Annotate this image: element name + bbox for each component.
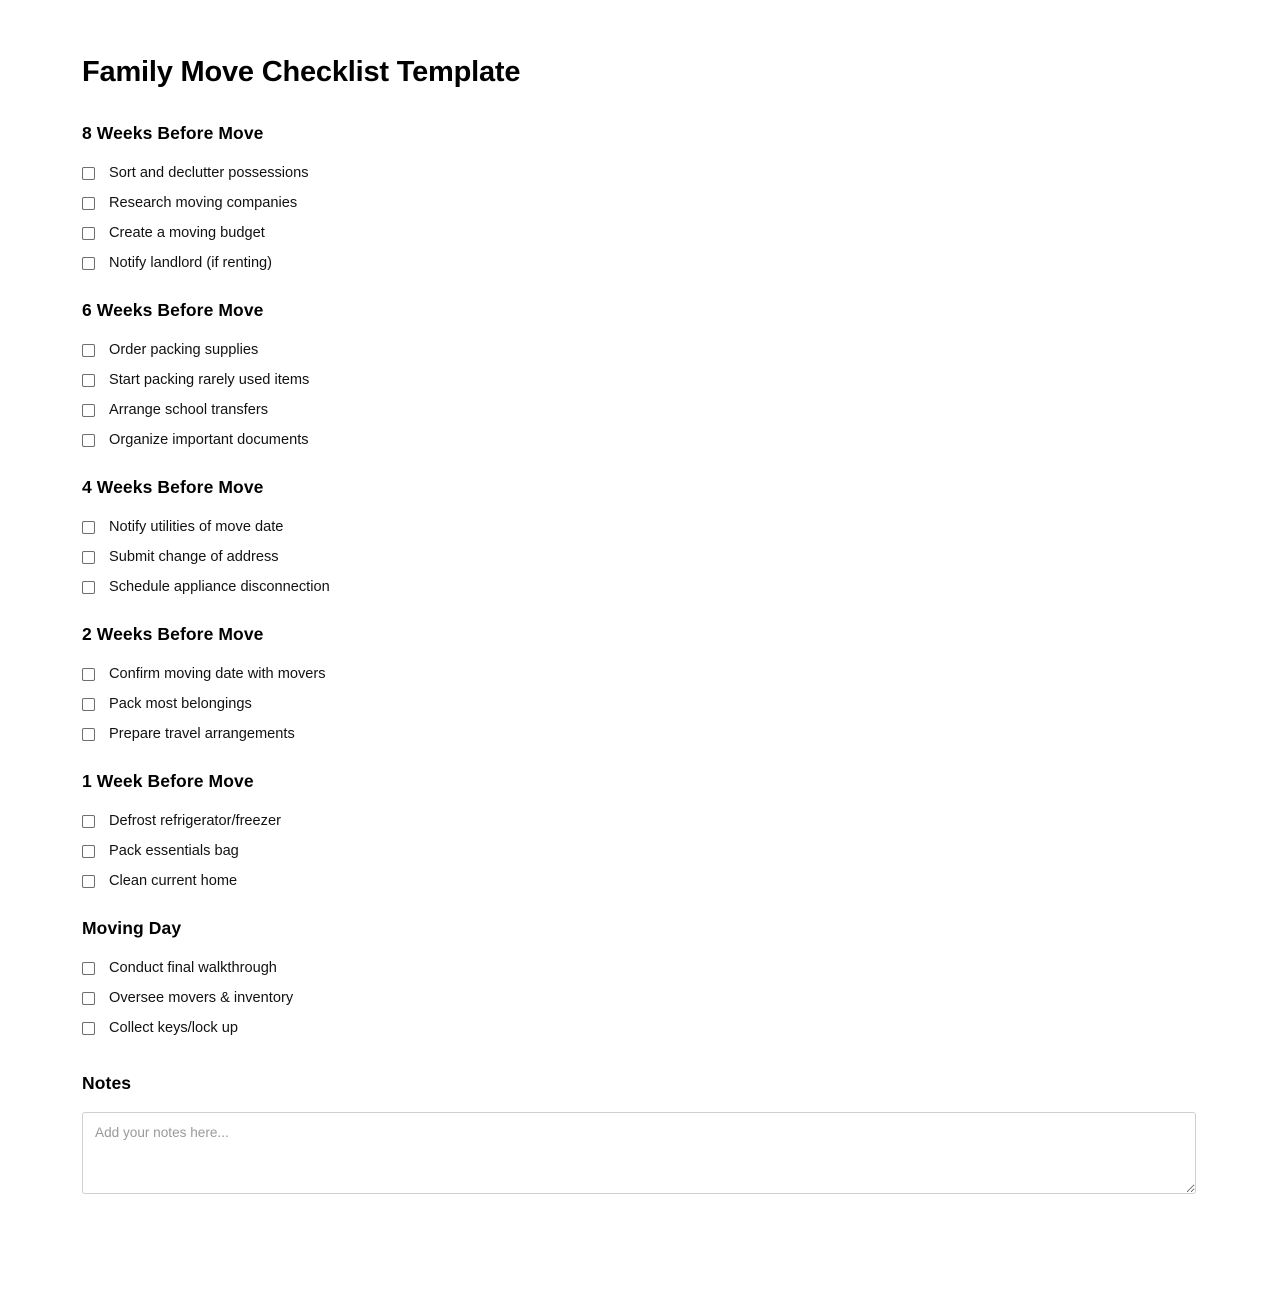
checklist-item-label[interactable]: Conduct final walkthrough (109, 959, 277, 976)
checklist-section (82, 477, 1198, 602)
checkbox-icon[interactable] (82, 197, 95, 210)
checklist-item-label[interactable]: Confirm moving date with movers (109, 665, 326, 682)
checklist-item[interactable] (82, 836, 1198, 866)
checklist-section (82, 300, 1198, 455)
checkbox-icon[interactable] (82, 581, 95, 594)
checklist-item-label[interactable]: Organize important documents (109, 431, 309, 448)
checklist-item-label[interactable]: Clean current home (109, 872, 238, 889)
checkbox-icon[interactable] (82, 521, 95, 534)
checklist-item[interactable] (82, 689, 1198, 719)
checkbox-icon[interactable] (82, 434, 95, 447)
checklist-item-label[interactable]: Notify landlord (if renting) (109, 254, 273, 271)
checklist (82, 158, 1198, 278)
checklist-item[interactable] (82, 719, 1198, 749)
checklist-item-label[interactable]: Order packing supplies (109, 341, 259, 358)
checklist-item[interactable] (82, 866, 1198, 896)
checklist-item[interactable] (82, 542, 1198, 572)
section-heading: Moving Day (82, 918, 182, 939)
notes-section (82, 1073, 1198, 1194)
checklist-item-label[interactable]: Defrost refrigerator/freezer (109, 812, 281, 829)
checklist-section (82, 123, 1198, 278)
checklist-item-label[interactable]: Schedule appliance disconnection (109, 578, 330, 595)
checkbox-icon[interactable] (82, 962, 95, 975)
checklist-item[interactable] (82, 218, 1198, 248)
checklist-item-label[interactable]: Start packing rarely used items (109, 371, 310, 388)
checklist-section (82, 771, 1198, 896)
checklist-item-label[interactable]: Sort and declutter possessions (109, 164, 309, 181)
checklist (82, 335, 1198, 455)
checkbox-icon[interactable] (82, 227, 95, 240)
section-heading: 1 Week Before Move (82, 771, 254, 792)
checklist-section (82, 624, 1198, 749)
checkbox-icon[interactable] (82, 728, 95, 741)
checklist-item[interactable] (82, 512, 1198, 542)
checkbox-icon[interactable] (82, 404, 95, 417)
checklist-item-label[interactable]: Arrange school transfers (109, 401, 268, 418)
section-heading: 2 Weeks Before Move (82, 624, 264, 645)
section-heading: 4 Weeks Before Move (82, 477, 264, 498)
checklist-item-label[interactable]: Submit change of address (109, 548, 279, 565)
checklist-item[interactable] (82, 395, 1198, 425)
checkbox-icon[interactable] (82, 374, 95, 387)
notes-heading: Notes (82, 1073, 132, 1094)
checkbox-icon[interactable] (82, 1022, 95, 1035)
checklist-item-label[interactable]: Prepare travel arrangements (109, 725, 295, 742)
checkbox-icon[interactable] (82, 845, 95, 858)
checkbox-icon[interactable] (82, 257, 95, 270)
checkbox-icon[interactable] (82, 698, 95, 711)
checkbox-icon[interactable] (82, 668, 95, 681)
checklist-item[interactable] (82, 983, 1198, 1013)
section-heading: 6 Weeks Before Move (82, 300, 264, 321)
checkbox-icon[interactable] (82, 992, 95, 1005)
checklist (82, 806, 1198, 896)
checklist-item[interactable] (82, 365, 1198, 395)
checklist-sections (82, 123, 1198, 1043)
checkbox-icon[interactable] (82, 167, 95, 180)
checklist-item[interactable] (82, 1013, 1198, 1043)
checklist-item[interactable] (82, 248, 1198, 278)
checklist-section (82, 918, 1198, 1043)
checklist (82, 512, 1198, 602)
checklist-item[interactable] (82, 659, 1198, 689)
checklist-item-label[interactable]: Collect keys/lock up (109, 1019, 238, 1036)
checkbox-icon[interactable] (82, 551, 95, 564)
checklist-item-label[interactable]: Research moving companies (109, 194, 298, 211)
checklist-item[interactable] (82, 188, 1198, 218)
checklist-item-label[interactable]: Notify utilities of move date (109, 518, 284, 535)
checklist-item-label[interactable]: Create a moving budget (109, 224, 265, 241)
checkbox-icon[interactable] (82, 344, 95, 357)
checklist-item[interactable] (82, 806, 1198, 836)
checklist-item[interactable] (82, 953, 1198, 983)
checklist (82, 659, 1198, 749)
page-title: Family Move Checklist Template (82, 56, 521, 88)
checklist-item[interactable] (82, 335, 1198, 365)
checklist-item-label[interactable]: Pack essentials bag (109, 842, 239, 859)
checklist (82, 953, 1198, 1043)
checklist-item-label[interactable]: Oversee movers & inventory (109, 989, 294, 1006)
checklist-item[interactable] (82, 572, 1198, 602)
checklist-item-label[interactable]: Pack most belongings (109, 695, 252, 712)
checkbox-icon[interactable] (82, 815, 95, 828)
checklist-item[interactable] (82, 425, 1198, 455)
section-heading: 8 Weeks Before Move (82, 123, 264, 144)
notes-input[interactable] (82, 1112, 1196, 1194)
checklist-item[interactable] (82, 158, 1198, 188)
checkbox-icon[interactable] (82, 875, 95, 888)
